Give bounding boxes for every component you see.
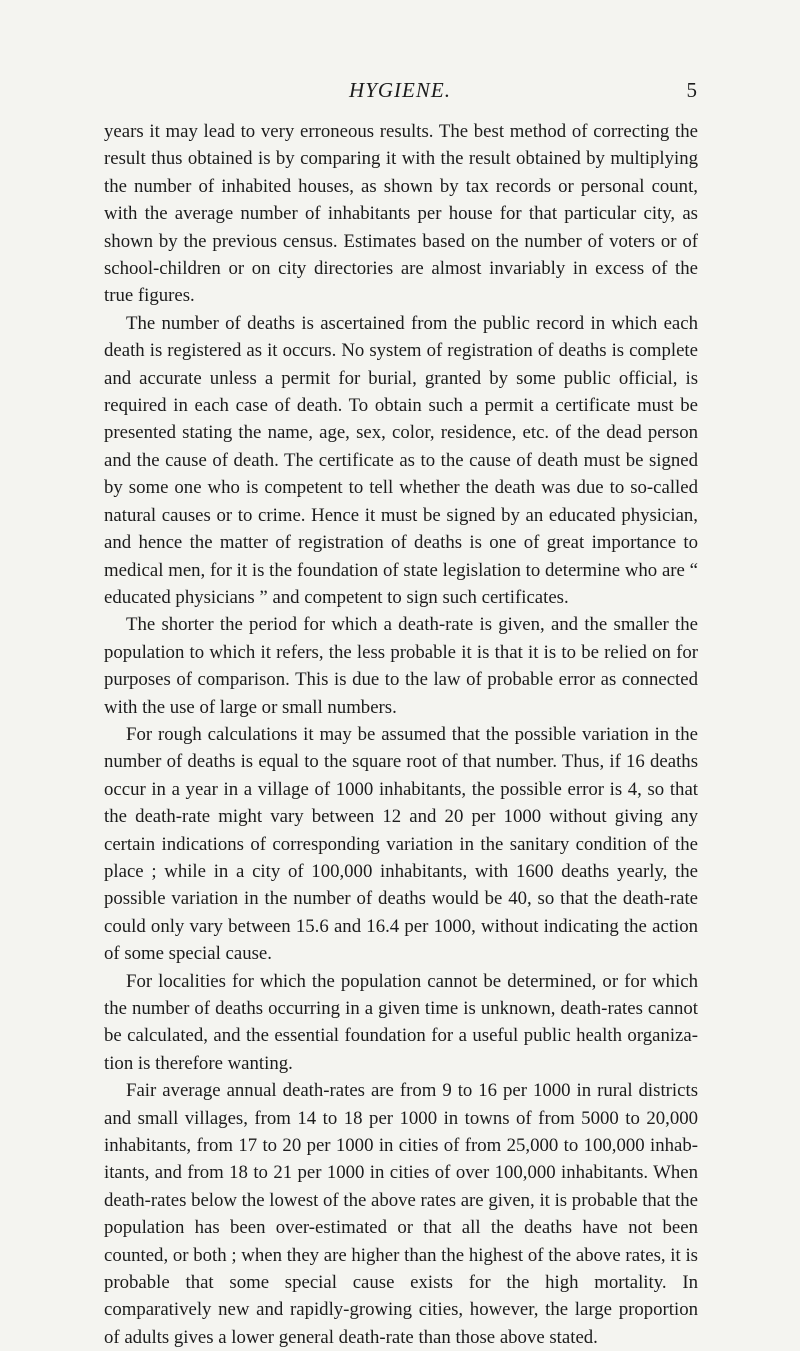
paragraph-variation-calculation: For rough calculations it may be assumed that the possible variation in the number of deaths is equal to the square root of that number. Thus, if 16 deaths occur in a year in a village of 1000 inhabitants, the possible error is 4, so that the death-rate might vary between 12 and 20 per 1000 without giving any certain indications of corresponding variation in the sanitary condition of the place ; while in a city of 100,000 inhabitants, with 1600 deaths yearly, the possible variation in the number of deaths would be 40, so that the death-rate could only vary between 15.6 and 16.4 per 1000, without indicating the action of some special cause. bbox=[104, 723, 698, 965]
body-text bbox=[104, 118, 698, 1351]
paragraph-population-estimates: years it may lead to very erroneous results. The best method of correcting the result thus obtained is by comparing it with the result obtained by multiplying the number of inhabited houses, as shown by tax records or personal count, with the average number of inhabitants per house for that particular city, as shown by the previous census. Estimates based on the number of voters or of school-children or on city directories are almost invariably in excess of the true figures. bbox=[104, 121, 698, 307]
page-number: 5 bbox=[686, 78, 697, 102]
running-title: HYGIENE. bbox=[349, 78, 451, 102]
paragraph-death-registration: The number of deaths is ascertained from the public record in which each death is registered as it occurs. No system of registration of deaths is complete and accurate unless a permit for burial, granted by some public official, is required in each case of death. To obtain such a permit a certificate must be presented stating the name, age, sex, color, residence, etc. of the dead person and the cause of death. The certificate as to the cause of death must be signed by some one who is competent to tell whether the death was due to so-called natural causes or to crime. Hence it must be signed by an educated physician, and hence the matter of registration of deaths is one of great importance to medical men, for it is the foundation of state legislation to determine who are “ educated physicians ” and competent to sign such certificates. bbox=[104, 312, 698, 608]
paragraph-probable-error: The shorter the period for which a death-rate is given, and the smaller the population to which it refers, the less probable it is that it is to be relied on for purposes of comparison. This is due to the law of probable error as connected with the use of large or small numbers. bbox=[104, 614, 698, 718]
paragraph-unknown-population: For localities for which the population cannot be determined, or for which the number of deaths occurring in a given time is unknown, death-rates cannot be calculated, and the essential foundation for a useful public health organization is therefore wanting. bbox=[104, 970, 698, 1074]
running-head bbox=[0, 78, 800, 104]
paragraph-average-death-rates: Fair average annual death-rates are from 9 to 16 per 1000 in rural districts and small villages, from 14 to 18 per 1000 in towns of from 5000 to 20,000 inhabitants, from 17 to 20 per 1000 in cities of from 25,000 to 100,000 inhabitants, and from 18 to 21 per 1000 in cities of over 100,000 inhabitants. When death-rates below the lowest of the above rates are given, it is probable that the population has been over-estimated or that all the deaths have not been counted, or both ; when they are higher than the highest of the above rates, it is probable that some special cause exists for the high mortality. In comparatively new and rapidly-growing cities, however, the large proportion of adults gives a lower general death-rate than those above stated. bbox=[104, 1080, 699, 1348]
